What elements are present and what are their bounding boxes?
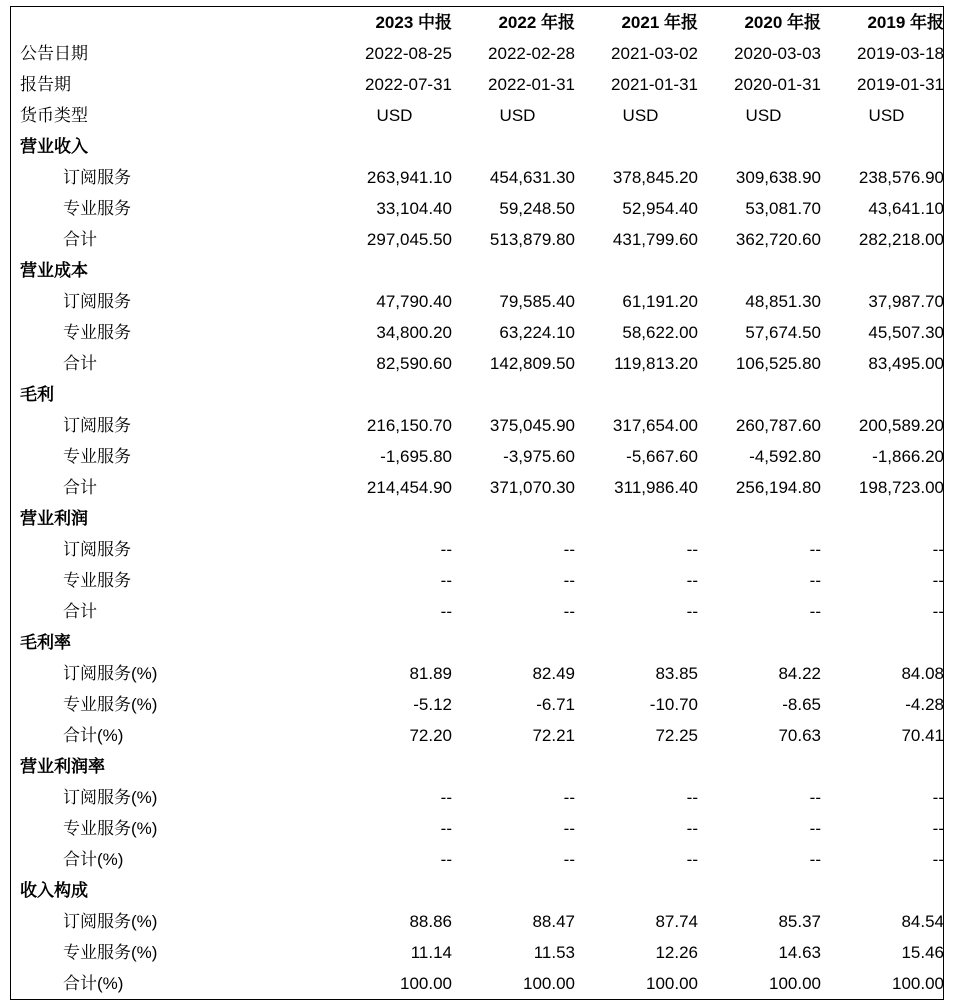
empty-cell (579, 131, 702, 162)
value-cell: -- (440, 602, 452, 621)
value-cell: 100.00 (769, 974, 821, 993)
value-cell: -- (563, 540, 575, 559)
value-cell: -- (932, 788, 944, 807)
empty-cell (825, 379, 948, 410)
empty-cell (825, 751, 948, 782)
value-cell: 142,809.50 (489, 354, 575, 373)
empty-cell (702, 875, 825, 906)
value-cell: 84.22 (778, 664, 821, 683)
meta-value: 2022-08-25 (365, 44, 452, 63)
value-cell: -4,592.80 (749, 447, 821, 466)
value-cell: -- (809, 602, 821, 621)
value-cell: -1,695.80 (380, 447, 452, 466)
value-cell: 43,641.10 (868, 199, 944, 218)
row-label: 专业服务(%) (63, 695, 158, 714)
table-row (11, 317, 948, 348)
empty-cell (579, 627, 702, 658)
row-label: 专业服务 (63, 571, 131, 590)
meta-value: USD (745, 106, 782, 125)
value-cell: 72.20 (409, 726, 452, 745)
meta-value: 2022-02-28 (488, 44, 575, 63)
value-cell: -- (440, 540, 452, 559)
table-row (11, 689, 948, 720)
row-label: 合计 (63, 602, 97, 621)
empty-cell (456, 379, 579, 410)
value-cell: 238,576.90 (858, 168, 944, 187)
row-label: 订阅服务 (63, 292, 131, 311)
value-cell: 431,799.60 (612, 230, 698, 249)
row-label: 合计(%) (63, 974, 124, 993)
value-cell: -- (809, 788, 821, 807)
value-cell: -- (440, 571, 452, 590)
value-cell: -8.65 (782, 695, 821, 714)
value-cell: 33,104.40 (376, 199, 452, 218)
meta-value: USD (868, 106, 905, 125)
section-header-row (11, 503, 948, 534)
table-row (11, 565, 948, 596)
table-row (11, 162, 948, 193)
meta-value: USD (376, 106, 413, 125)
table-row (11, 441, 948, 472)
meta-value: 2019-01-31 (857, 75, 944, 94)
table-row (11, 410, 948, 441)
empty-cell (702, 131, 825, 162)
table-body (11, 38, 948, 999)
empty-cell (579, 255, 702, 286)
value-cell: 14.63 (778, 943, 821, 962)
row-label: 订阅服务(%) (63, 912, 158, 931)
value-cell: -- (563, 850, 575, 869)
meta-row (11, 69, 948, 100)
column-header: 2020 年报 (744, 13, 821, 32)
value-cell: -6.71 (536, 695, 575, 714)
value-cell: -- (563, 788, 575, 807)
header-row (11, 7, 948, 38)
table-row (11, 813, 948, 844)
empty-cell (333, 875, 456, 906)
value-cell: 72.21 (532, 726, 575, 745)
value-cell: -- (440, 819, 452, 838)
value-cell: 311,986.40 (614, 478, 698, 497)
value-cell: 48,851.30 (745, 292, 821, 311)
value-cell: 375,045.90 (489, 416, 575, 435)
value-cell: 47,790.40 (376, 292, 452, 311)
row-label: 合计 (63, 354, 97, 373)
value-cell: 256,194.80 (735, 478, 821, 497)
row-label: 合计(%) (63, 850, 124, 869)
row-label: 专业服务(%) (63, 943, 158, 962)
value-cell: 11.53 (533, 943, 575, 962)
value-cell: 79,585.40 (499, 292, 575, 311)
section-header-row (11, 627, 948, 658)
section-header-row (11, 131, 948, 162)
empty-cell (825, 503, 948, 534)
value-cell: -10.70 (649, 695, 698, 714)
section-header-row (11, 751, 948, 782)
section-title: 收入构成 (20, 881, 88, 900)
meta-value: 2021-01-31 (611, 75, 698, 94)
meta-value: USD (622, 106, 659, 125)
value-cell: -- (440, 850, 452, 869)
value-cell: 72.25 (655, 726, 698, 745)
value-cell: 87.74 (655, 912, 698, 931)
row-label: 订阅服务 (63, 168, 131, 187)
value-cell: -- (686, 819, 698, 838)
table-row (11, 906, 948, 937)
value-cell: -- (932, 571, 944, 590)
empty-cell (825, 131, 948, 162)
value-cell: -- (809, 571, 821, 590)
value-cell: 59,248.50 (499, 199, 575, 218)
empty-cell (825, 255, 948, 286)
section-header-row (11, 255, 948, 286)
meta-label: 公告日期 (20, 44, 88, 63)
value-cell: 53,081.70 (745, 199, 821, 218)
value-cell: 260,787.60 (735, 416, 821, 435)
value-cell: 81.89 (409, 664, 452, 683)
value-cell: 106,525.80 (735, 354, 821, 373)
value-cell: -- (932, 819, 944, 838)
row-label: 专业服务 (63, 323, 131, 342)
table-row (11, 658, 948, 689)
column-header: 2023 中报 (375, 13, 452, 32)
section-title: 毛利 (20, 385, 54, 404)
value-cell: 100.00 (400, 974, 452, 993)
section-title: 营业利润率 (20, 757, 105, 776)
empty-cell (456, 131, 579, 162)
value-cell: -- (686, 540, 698, 559)
value-cell: -- (563, 602, 575, 621)
table-row (11, 348, 948, 379)
empty-cell (825, 627, 948, 658)
row-label: 合计 (63, 230, 97, 249)
empty-cell (579, 503, 702, 534)
meta-row (11, 38, 948, 69)
empty-cell (333, 751, 456, 782)
table-row (11, 937, 948, 968)
empty-cell (702, 751, 825, 782)
value-cell: 82,590.60 (376, 354, 452, 373)
value-cell: 88.47 (532, 912, 575, 931)
value-cell: 362,720.60 (735, 230, 821, 249)
value-cell: 100.00 (646, 974, 698, 993)
row-label: 订阅服务(%) (63, 788, 158, 807)
value-cell: -- (809, 540, 821, 559)
value-cell: 83.85 (655, 664, 698, 683)
empty-cell (702, 255, 825, 286)
meta-value: 2020-03-03 (734, 44, 821, 63)
meta-value: 2022-01-31 (488, 75, 575, 94)
value-cell: 85.37 (778, 912, 821, 931)
empty-cell (456, 627, 579, 658)
meta-value: 2021-03-02 (611, 44, 698, 63)
section-title: 营业利润 (20, 509, 88, 528)
row-label: 合计 (63, 478, 97, 497)
header-corner (11, 7, 333, 38)
meta-label: 报告期 (20, 75, 71, 94)
value-cell: -- (932, 540, 944, 559)
value-cell: 198,723.00 (858, 478, 944, 497)
value-cell: 70.63 (778, 726, 821, 745)
empty-cell (333, 131, 456, 162)
value-cell: 45,507.30 (868, 323, 944, 342)
meta-label: 货币类型 (20, 106, 88, 125)
value-cell: 58,622.00 (622, 323, 698, 342)
value-cell: -5.12 (413, 695, 452, 714)
value-cell: 61,191.20 (622, 292, 698, 311)
empty-cell (456, 255, 579, 286)
empty-cell (456, 751, 579, 782)
column-header: 2022 年报 (498, 13, 575, 32)
empty-cell (333, 379, 456, 410)
value-cell: -- (686, 602, 698, 621)
empty-cell (579, 751, 702, 782)
value-cell: 83,495.00 (868, 354, 944, 373)
empty-cell (579, 379, 702, 410)
value-cell: -- (932, 602, 944, 621)
section-title: 营业成本 (20, 261, 88, 280)
section-header-row (11, 875, 948, 906)
empty-cell (579, 875, 702, 906)
column-header: 2019 年报 (867, 13, 944, 32)
value-cell: -- (809, 819, 821, 838)
value-cell: 378,845.20 (612, 168, 698, 187)
table-row (11, 534, 948, 565)
value-cell: -- (686, 850, 698, 869)
meta-value: 2022-07-31 (365, 75, 452, 94)
table-row (11, 193, 948, 224)
value-cell: 15.46 (901, 943, 944, 962)
section-title: 毛利率 (20, 633, 71, 652)
meta-row (11, 100, 948, 131)
table-row (11, 782, 948, 813)
value-cell: -- (809, 850, 821, 869)
value-cell: 282,218.00 (858, 230, 944, 249)
meta-value: USD (499, 106, 536, 125)
empty-cell (702, 503, 825, 534)
value-cell: -5,667.60 (626, 447, 698, 466)
empty-cell (825, 875, 948, 906)
value-cell: 37,987.70 (868, 292, 944, 311)
table-row (11, 472, 948, 503)
value-cell: -- (563, 819, 575, 838)
empty-cell (456, 503, 579, 534)
row-label: 专业服务 (63, 199, 131, 218)
table-row (11, 720, 948, 751)
financial-table (11, 7, 948, 999)
value-cell: 11.14 (410, 943, 452, 962)
row-label: 专业服务(%) (63, 819, 158, 838)
empty-cell (702, 627, 825, 658)
table-row (11, 286, 948, 317)
value-cell: 263,941.10 (366, 168, 452, 187)
table-row (11, 224, 948, 255)
value-cell: -4.28 (905, 695, 944, 714)
value-cell: 513,879.80 (489, 230, 575, 249)
empty-cell (456, 875, 579, 906)
value-cell: -3,975.60 (503, 447, 575, 466)
value-cell: -- (686, 571, 698, 590)
value-cell: -- (686, 788, 698, 807)
value-cell: 454,631.30 (489, 168, 575, 187)
row-label: 订阅服务(%) (63, 664, 158, 683)
value-cell: 100.00 (892, 974, 944, 993)
table-row (11, 968, 948, 999)
value-cell: 309,638.90 (735, 168, 821, 187)
value-cell: 200,589.20 (858, 416, 944, 435)
value-cell: 297,045.50 (366, 230, 452, 249)
value-cell: 63,224.10 (499, 323, 575, 342)
value-cell: -- (932, 850, 944, 869)
value-cell: 34,800.20 (376, 323, 452, 342)
value-cell: 317,654.00 (612, 416, 698, 435)
row-label: 专业服务 (63, 447, 131, 466)
value-cell: 52,954.40 (622, 199, 698, 218)
value-cell: 214,454.90 (366, 478, 452, 497)
empty-cell (333, 255, 456, 286)
empty-cell (333, 503, 456, 534)
value-cell: 82.49 (532, 664, 575, 683)
financial-table-frame (10, 6, 944, 1000)
meta-value: 2019-03-18 (857, 44, 944, 63)
section-header-row (11, 379, 948, 410)
value-cell: 70.41 (901, 726, 944, 745)
row-label: 订阅服务 (63, 540, 131, 559)
row-label: 合计(%) (63, 726, 124, 745)
table-row (11, 844, 948, 875)
value-cell: 371,070.30 (489, 478, 575, 497)
value-cell: -1,866.20 (872, 447, 944, 466)
row-label: 订阅服务 (63, 416, 131, 435)
value-cell: -- (440, 788, 452, 807)
value-cell: 100.00 (523, 974, 575, 993)
empty-cell (333, 627, 456, 658)
value-cell: 84.54 (901, 912, 944, 931)
section-title: 营业收入 (20, 137, 88, 156)
empty-cell (702, 379, 825, 410)
value-cell: 12.26 (655, 943, 698, 962)
table-row (11, 596, 948, 627)
value-cell: 88.86 (409, 912, 452, 931)
meta-value: 2020-01-31 (734, 75, 821, 94)
value-cell: 57,674.50 (745, 323, 821, 342)
value-cell: 119,813.20 (614, 354, 698, 373)
column-header: 2021 年报 (621, 13, 698, 32)
value-cell: 84.08 (901, 664, 944, 683)
value-cell: -- (563, 571, 575, 590)
value-cell: 216,150.70 (366, 416, 452, 435)
